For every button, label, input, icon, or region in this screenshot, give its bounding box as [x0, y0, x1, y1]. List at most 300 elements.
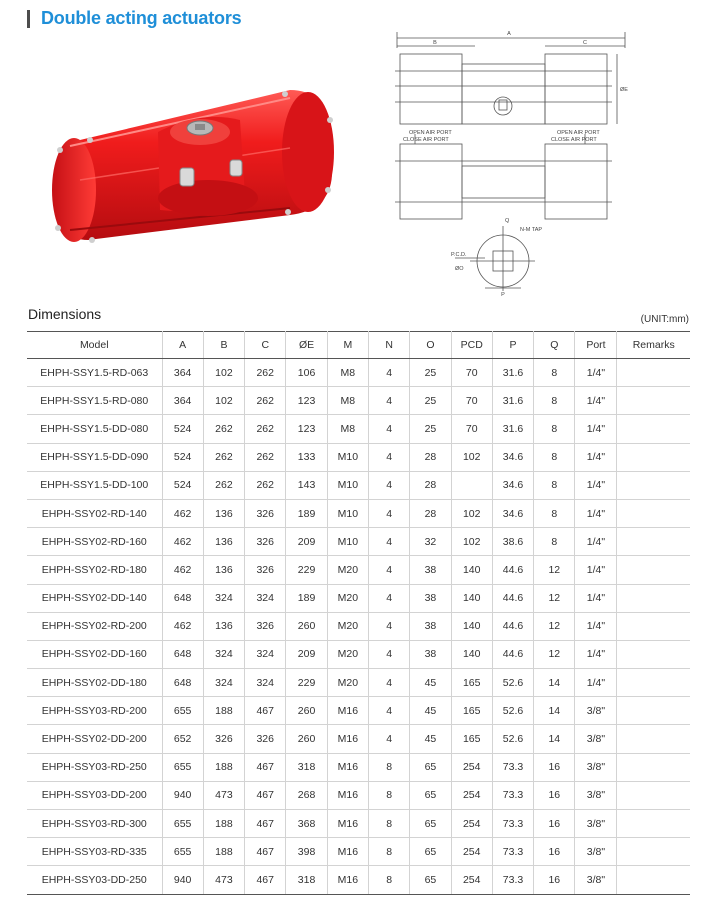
dimensions-title: Dimensions [28, 306, 102, 322]
table-cell: EHPH-SSY1.5-DD-100 [27, 471, 162, 499]
table-cell: 1/4" [575, 556, 617, 584]
table-cell: M20 [327, 584, 368, 612]
table-cell: 188 [203, 753, 244, 781]
table-cell: 34.6 [492, 499, 533, 527]
table-row [27, 725, 690, 753]
table-cell: 262 [245, 443, 286, 471]
table-cell: 655 [162, 810, 203, 838]
table-cell: 140 [451, 556, 492, 584]
table-cell: 73.3 [492, 781, 533, 809]
table-cell: 70 [451, 387, 492, 415]
table-cell [617, 866, 690, 894]
table-cell: 262 [203, 443, 244, 471]
table-cell: 8 [534, 387, 575, 415]
table-cell [617, 612, 690, 640]
open-air-port-right: OPEN AIR PORT [557, 130, 600, 136]
table-cell: 1/4" [575, 359, 617, 387]
table-cell: 44.6 [492, 584, 533, 612]
table-cell: 65 [410, 753, 451, 781]
table-row [27, 387, 690, 415]
table-cell: 8 [368, 781, 409, 809]
table-cell: 140 [451, 584, 492, 612]
table-cell: 254 [451, 810, 492, 838]
table-cell: 467 [245, 753, 286, 781]
table-cell: 467 [245, 810, 286, 838]
close-air-port-right: CLOSE AIR PORT [551, 137, 597, 143]
table-row [27, 866, 690, 894]
table-cell: EHPH-SSY02-DD-200 [27, 725, 162, 753]
table-cell: 1/4" [575, 499, 617, 527]
table-cell: 38 [410, 556, 451, 584]
table-cell: 254 [451, 866, 492, 894]
table-cell [617, 556, 690, 584]
column-header: ØE [286, 332, 327, 359]
table-cell [617, 753, 690, 781]
column-header: PCD [451, 332, 492, 359]
table-cell: 31.6 [492, 359, 533, 387]
title-bar-marker [27, 10, 30, 28]
table-cell: 4 [368, 443, 409, 471]
table-row [27, 838, 690, 866]
table-cell: 260 [286, 725, 327, 753]
table-cell: M16 [327, 725, 368, 753]
table-cell: 324 [203, 669, 244, 697]
table-cell: 648 [162, 584, 203, 612]
table-cell [617, 528, 690, 556]
table-cell: 262 [245, 359, 286, 387]
dimensions-table [27, 331, 690, 895]
table-cell: 136 [203, 612, 244, 640]
table-cell: 524 [162, 415, 203, 443]
table-cell: 364 [162, 387, 203, 415]
column-header: P [492, 332, 533, 359]
column-header: Model [27, 332, 162, 359]
table-cell: 136 [203, 499, 244, 527]
table-cell: 8 [534, 499, 575, 527]
table-cell: M10 [327, 528, 368, 556]
table-cell: 8 [534, 443, 575, 471]
table-cell: 12 [534, 556, 575, 584]
table-cell: 143 [286, 471, 327, 499]
table-header-row [27, 332, 690, 359]
table-cell: 38.6 [492, 528, 533, 556]
table-cell: M10 [327, 471, 368, 499]
table-cell: 189 [286, 499, 327, 527]
table-cell: 1/4" [575, 443, 617, 471]
table-cell: 1/4" [575, 612, 617, 640]
table-cell: 209 [286, 528, 327, 556]
table-cell: 28 [410, 471, 451, 499]
table-cell: 326 [203, 725, 244, 753]
table-cell: M16 [327, 810, 368, 838]
table-cell: 3/8" [575, 866, 617, 894]
table-cell [617, 781, 690, 809]
table-row [27, 640, 690, 668]
table-cell: EHPH-SSY1.5-DD-090 [27, 443, 162, 471]
open-air-port-left: OPEN AIR PORT [409, 130, 452, 136]
table-cell: 45 [410, 669, 451, 697]
column-header: Port [575, 332, 617, 359]
table-cell: 324 [203, 584, 244, 612]
page-title: Double acting actuators [41, 8, 242, 28]
table-cell: 655 [162, 753, 203, 781]
table-cell: EHPH-SSY02-DD-180 [27, 669, 162, 697]
table-row [27, 528, 690, 556]
dimension-drawing [385, 26, 645, 298]
table-cell: 106 [286, 359, 327, 387]
table-cell: 940 [162, 781, 203, 809]
table-cell: 1/4" [575, 387, 617, 415]
table-cell: EHPH-SSY1.5-RD-063 [27, 359, 162, 387]
table-cell [617, 415, 690, 443]
table-cell: 102 [451, 528, 492, 556]
table-cell: M20 [327, 612, 368, 640]
table-cell: 1/4" [575, 471, 617, 499]
table-cell: 318 [286, 753, 327, 781]
table-row [27, 669, 690, 697]
table-cell: 4 [368, 387, 409, 415]
table-cell: 25 [410, 387, 451, 415]
table-cell: EHPH-SSY02-RD-140 [27, 499, 162, 527]
table-row [27, 810, 690, 838]
table-cell: 45 [410, 697, 451, 725]
table-cell: 32 [410, 528, 451, 556]
table-cell: 4 [368, 528, 409, 556]
table-cell: 12 [534, 584, 575, 612]
table-cell: 3/8" [575, 753, 617, 781]
table-cell [617, 725, 690, 753]
table-cell [617, 810, 690, 838]
table-cell: 44.6 [492, 640, 533, 668]
dim-label-oe: ØE [620, 87, 628, 93]
column-header: B [203, 332, 244, 359]
table-cell: 12 [534, 612, 575, 640]
table-cell [617, 838, 690, 866]
table-cell: 31.6 [492, 387, 533, 415]
table-cell: M20 [327, 556, 368, 584]
table-cell: 326 [245, 528, 286, 556]
table-cell: 34.6 [492, 443, 533, 471]
table-cell: 326 [245, 612, 286, 640]
table-cell: 655 [162, 838, 203, 866]
table-cell: 8 [534, 471, 575, 499]
table-row [27, 471, 690, 499]
table-cell [617, 443, 690, 471]
table-cell: 136 [203, 528, 244, 556]
table-cell: 4 [368, 359, 409, 387]
table-cell: 3/8" [575, 810, 617, 838]
table-cell: 70 [451, 359, 492, 387]
table-cell: 254 [451, 781, 492, 809]
table-cell: 324 [203, 640, 244, 668]
table-cell: 136 [203, 556, 244, 584]
table-cell: 398 [286, 838, 327, 866]
table-cell: EHPH-SSY03-DD-250 [27, 866, 162, 894]
table-cell: 38 [410, 584, 451, 612]
table-cell: 318 [286, 866, 327, 894]
table-cell: 4 [368, 612, 409, 640]
table-cell: EHPH-SSY02-RD-160 [27, 528, 162, 556]
table-cell: M8 [327, 387, 368, 415]
table-cell: 648 [162, 640, 203, 668]
table-cell: M8 [327, 359, 368, 387]
table-cell: 123 [286, 387, 327, 415]
table-row [27, 443, 690, 471]
table-cell: 8 [534, 415, 575, 443]
dim-label-b: B [433, 40, 437, 46]
dim-label-c: C [583, 40, 587, 46]
table-cell: 268 [286, 781, 327, 809]
table-cell: 73.3 [492, 866, 533, 894]
dim-label-o: ØO [455, 266, 464, 272]
table-cell: 189 [286, 584, 327, 612]
table-cell: 467 [245, 866, 286, 894]
table-cell: 4 [368, 669, 409, 697]
table-cell [617, 669, 690, 697]
table-cell: EHPH-SSY02-DD-160 [27, 640, 162, 668]
table-cell: 34.6 [492, 471, 533, 499]
table-cell: 4 [368, 697, 409, 725]
table-cell: M16 [327, 697, 368, 725]
table-cell: 473 [203, 781, 244, 809]
table-cell: 165 [451, 669, 492, 697]
table-cell: 45 [410, 725, 451, 753]
table-cell: 648 [162, 669, 203, 697]
column-header: C [245, 332, 286, 359]
table-cell: 73.3 [492, 753, 533, 781]
table-cell: 260 [286, 697, 327, 725]
table-cell: 364 [162, 359, 203, 387]
table-cell: 655 [162, 697, 203, 725]
table-cell: M10 [327, 443, 368, 471]
table-cell: 324 [245, 669, 286, 697]
table-cell: 16 [534, 781, 575, 809]
table-cell: 368 [286, 810, 327, 838]
table-cell: 326 [245, 725, 286, 753]
table-cell: 123 [286, 415, 327, 443]
table-cell: 16 [534, 838, 575, 866]
table-row [27, 359, 690, 387]
table-cell: 4 [368, 471, 409, 499]
table-cell: 44.6 [492, 556, 533, 584]
table-cell: 8 [534, 359, 575, 387]
column-header: A [162, 332, 203, 359]
table-cell: M16 [327, 838, 368, 866]
table-cell: M16 [327, 866, 368, 894]
table-cell: 188 [203, 838, 244, 866]
table-cell: 133 [286, 443, 327, 471]
table-cell: EHPH-SSY03-RD-200 [27, 697, 162, 725]
table-cell: 102 [451, 443, 492, 471]
table-cell: 44.6 [492, 612, 533, 640]
column-header: Remarks [617, 332, 690, 359]
table-cell: 467 [245, 697, 286, 725]
table-cell: 52.6 [492, 725, 533, 753]
pcd-label: P.C.D. [451, 252, 467, 258]
table-cell: 4 [368, 415, 409, 443]
table-cell: 73.3 [492, 810, 533, 838]
table-cell: 4 [368, 556, 409, 584]
table-cell: 3/8" [575, 725, 617, 753]
table-cell: 16 [534, 753, 575, 781]
table-cell: 65 [410, 838, 451, 866]
table-cell: 1/4" [575, 415, 617, 443]
table-cell: EHPH-SSY03-RD-335 [27, 838, 162, 866]
table-cell: 8 [368, 866, 409, 894]
table-cell: 165 [451, 697, 492, 725]
table-row [27, 697, 690, 725]
table-cell: 8 [368, 753, 409, 781]
table-cell: 14 [534, 725, 575, 753]
table-cell: 4 [368, 499, 409, 527]
table-cell: 102 [203, 387, 244, 415]
close-air-port-left: CLOSE AIR PORT [403, 137, 449, 143]
table-cell: 25 [410, 359, 451, 387]
table-cell [617, 584, 690, 612]
table-cell: 262 [245, 471, 286, 499]
table-cell [451, 471, 492, 499]
table-cell: 254 [451, 753, 492, 781]
table-row [27, 612, 690, 640]
table-cell: 473 [203, 866, 244, 894]
table-cell: 229 [286, 669, 327, 697]
table-cell: 3/8" [575, 781, 617, 809]
column-header: M [327, 332, 368, 359]
table-cell: 4 [368, 640, 409, 668]
table-cell: 4 [368, 584, 409, 612]
table-cell: 524 [162, 443, 203, 471]
table-cell: 462 [162, 499, 203, 527]
table-cell: 1/4" [575, 640, 617, 668]
table-cell: 262 [203, 471, 244, 499]
table-cell: 28 [410, 443, 451, 471]
table-cell: EHPH-SSY1.5-DD-080 [27, 415, 162, 443]
table-cell: M20 [327, 640, 368, 668]
table-cell: 70 [451, 415, 492, 443]
table-cell: 8 [534, 528, 575, 556]
table-cell: 25 [410, 415, 451, 443]
table-cell: 38 [410, 640, 451, 668]
table-cell: 462 [162, 556, 203, 584]
table-cell: 73.3 [492, 838, 533, 866]
table-cell: 8 [368, 810, 409, 838]
table-cell: 102 [451, 499, 492, 527]
table-cell: 1/4" [575, 528, 617, 556]
column-header: Q [534, 332, 575, 359]
table-cell: EHPH-SSY02-DD-140 [27, 584, 162, 612]
table-cell: M8 [327, 415, 368, 443]
table-cell: 652 [162, 725, 203, 753]
nm-tap-label: N-M TAP [520, 227, 543, 233]
table-cell: 1/4" [575, 669, 617, 697]
dim-label-q: Q [505, 218, 510, 224]
table-cell: M20 [327, 669, 368, 697]
table-cell: 324 [245, 584, 286, 612]
table-cell: 65 [410, 866, 451, 894]
table-cell: 940 [162, 866, 203, 894]
table-cell: 326 [245, 499, 286, 527]
table-cell: 52.6 [492, 669, 533, 697]
table-cell: 16 [534, 866, 575, 894]
table-row [27, 499, 690, 527]
dim-label-p: P [501, 292, 505, 298]
table-cell: EHPH-SSY1.5-RD-080 [27, 387, 162, 415]
table-cell: 38 [410, 612, 451, 640]
table-cell: 65 [410, 810, 451, 838]
table-cell [617, 697, 690, 725]
table-cell: 165 [451, 725, 492, 753]
table-cell [617, 640, 690, 668]
table-cell: 254 [451, 838, 492, 866]
table-cell: EHPH-SSY02-RD-200 [27, 612, 162, 640]
table-row [27, 753, 690, 781]
table-cell: 3/8" [575, 838, 617, 866]
table-cell: EHPH-SSY02-RD-180 [27, 556, 162, 584]
table-cell: 188 [203, 810, 244, 838]
table-cell: 140 [451, 612, 492, 640]
table-cell: 140 [451, 640, 492, 668]
table-cell: 229 [286, 556, 327, 584]
table-cell: 14 [534, 697, 575, 725]
table-cell: 8 [368, 838, 409, 866]
table-cell: 462 [162, 528, 203, 556]
actuator-photo [40, 80, 340, 260]
table-cell: 28 [410, 499, 451, 527]
table-cell: M16 [327, 753, 368, 781]
table-cell: 188 [203, 697, 244, 725]
table-cell: 262 [203, 415, 244, 443]
table-row [27, 556, 690, 584]
table-row [27, 415, 690, 443]
table-cell: 14 [534, 669, 575, 697]
table-cell: 1/4" [575, 584, 617, 612]
column-header: O [410, 332, 451, 359]
table-cell: M16 [327, 781, 368, 809]
table-cell [617, 387, 690, 415]
table-cell: 4 [368, 725, 409, 753]
table-cell: 324 [245, 640, 286, 668]
table-cell [617, 359, 690, 387]
table-cell: 262 [245, 387, 286, 415]
unit-label: (UNIT:mm) [640, 314, 689, 325]
table-cell [617, 471, 690, 499]
table-cell: EHPH-SSY03-RD-250 [27, 753, 162, 781]
column-header: N [368, 332, 409, 359]
table-row [27, 781, 690, 809]
table-cell: 260 [286, 612, 327, 640]
table-cell: 326 [245, 556, 286, 584]
table-cell: 467 [245, 781, 286, 809]
table-cell: 467 [245, 838, 286, 866]
table-cell: 12 [534, 640, 575, 668]
dim-label-a: A [507, 31, 511, 37]
table-cell: 31.6 [492, 415, 533, 443]
table-cell: 262 [245, 415, 286, 443]
table-cell: 462 [162, 612, 203, 640]
table-cell: 16 [534, 810, 575, 838]
table-cell: 209 [286, 640, 327, 668]
table-cell: 524 [162, 471, 203, 499]
table-cell: EHPH-SSY03-DD-200 [27, 781, 162, 809]
table-cell: 65 [410, 781, 451, 809]
table-cell: 3/8" [575, 697, 617, 725]
table-cell: M10 [327, 499, 368, 527]
table-row [27, 584, 690, 612]
table-cell [617, 499, 690, 527]
table-cell: 102 [203, 359, 244, 387]
table-cell: EHPH-SSY03-RD-300 [27, 810, 162, 838]
table-cell: 52.6 [492, 697, 533, 725]
